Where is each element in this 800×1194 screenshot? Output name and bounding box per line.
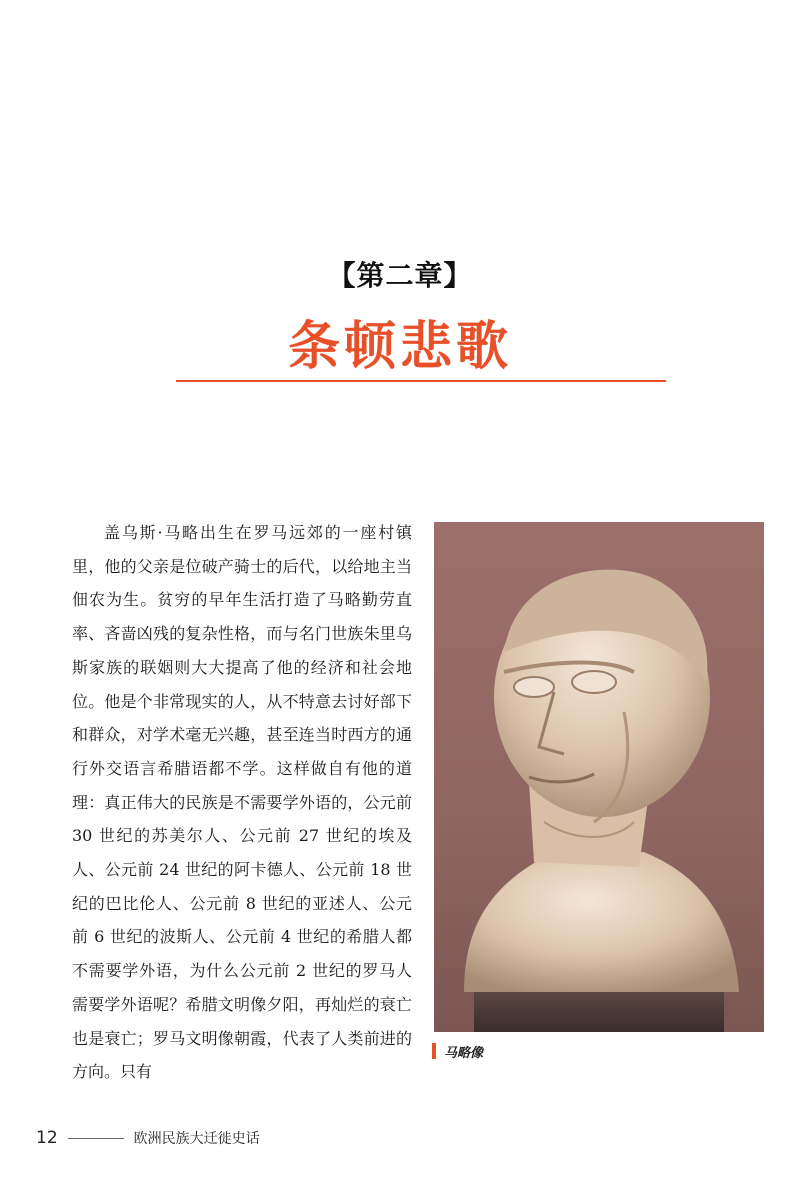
caption-text: 马略像 — [444, 1045, 484, 1061]
page-number: 12 — [36, 1128, 58, 1148]
body-paragraph: 盖乌斯·马略出生在罗马远郊的一座村镇里，他的父亲是位破产骑士的后代，以给地主当佃农为生。贫穷的早年生活打造了马略勤劳直率、吝啬凶残的复杂性格，而与名门世族朱里乌斯家族的联姻则大大提高了他的经济和社会地位。他是个非常现实的人，从不特意去讨好部下和群众，对学术毫无兴趣，甚至连当时西方的通行外交语言希腊语都不学。这样做自有他的道理：真正伟大的民族是不需要学外语的，公元前 30 世纪的苏美尔人、公元前 27 世纪的埃及人、公元前 24 世纪的阿卡德人、公元前 18 世纪的巴比伦人、公元前 8 世纪的亚述人、公元前 6 世纪的波斯人、公元前 4 世纪的希腊人都不需要学外语，为什么公元前 2 世纪的罗马人需要学外语呢？希腊文明像夕阳，再灿烂的衰亡也是衰亡；罗马文明像朝霞，代表了人类前进的方向。只有 — [72, 523, 412, 1082]
footer-divider — [68, 1138, 124, 1139]
book-title: 欧洲民族大迁徙史话 — [133, 1131, 260, 1147]
caption-marker — [432, 1043, 436, 1059]
chapter-title: 条顿悲歌 — [287, 317, 512, 377]
marius-bust-photo — [434, 522, 764, 1032]
title-divider — [176, 380, 666, 382]
chapter-label: 【第二章】 — [327, 259, 473, 292]
body-text — [72, 516, 412, 1089]
page-footer — [36, 1126, 260, 1150]
figure-caption — [432, 1040, 483, 1062]
